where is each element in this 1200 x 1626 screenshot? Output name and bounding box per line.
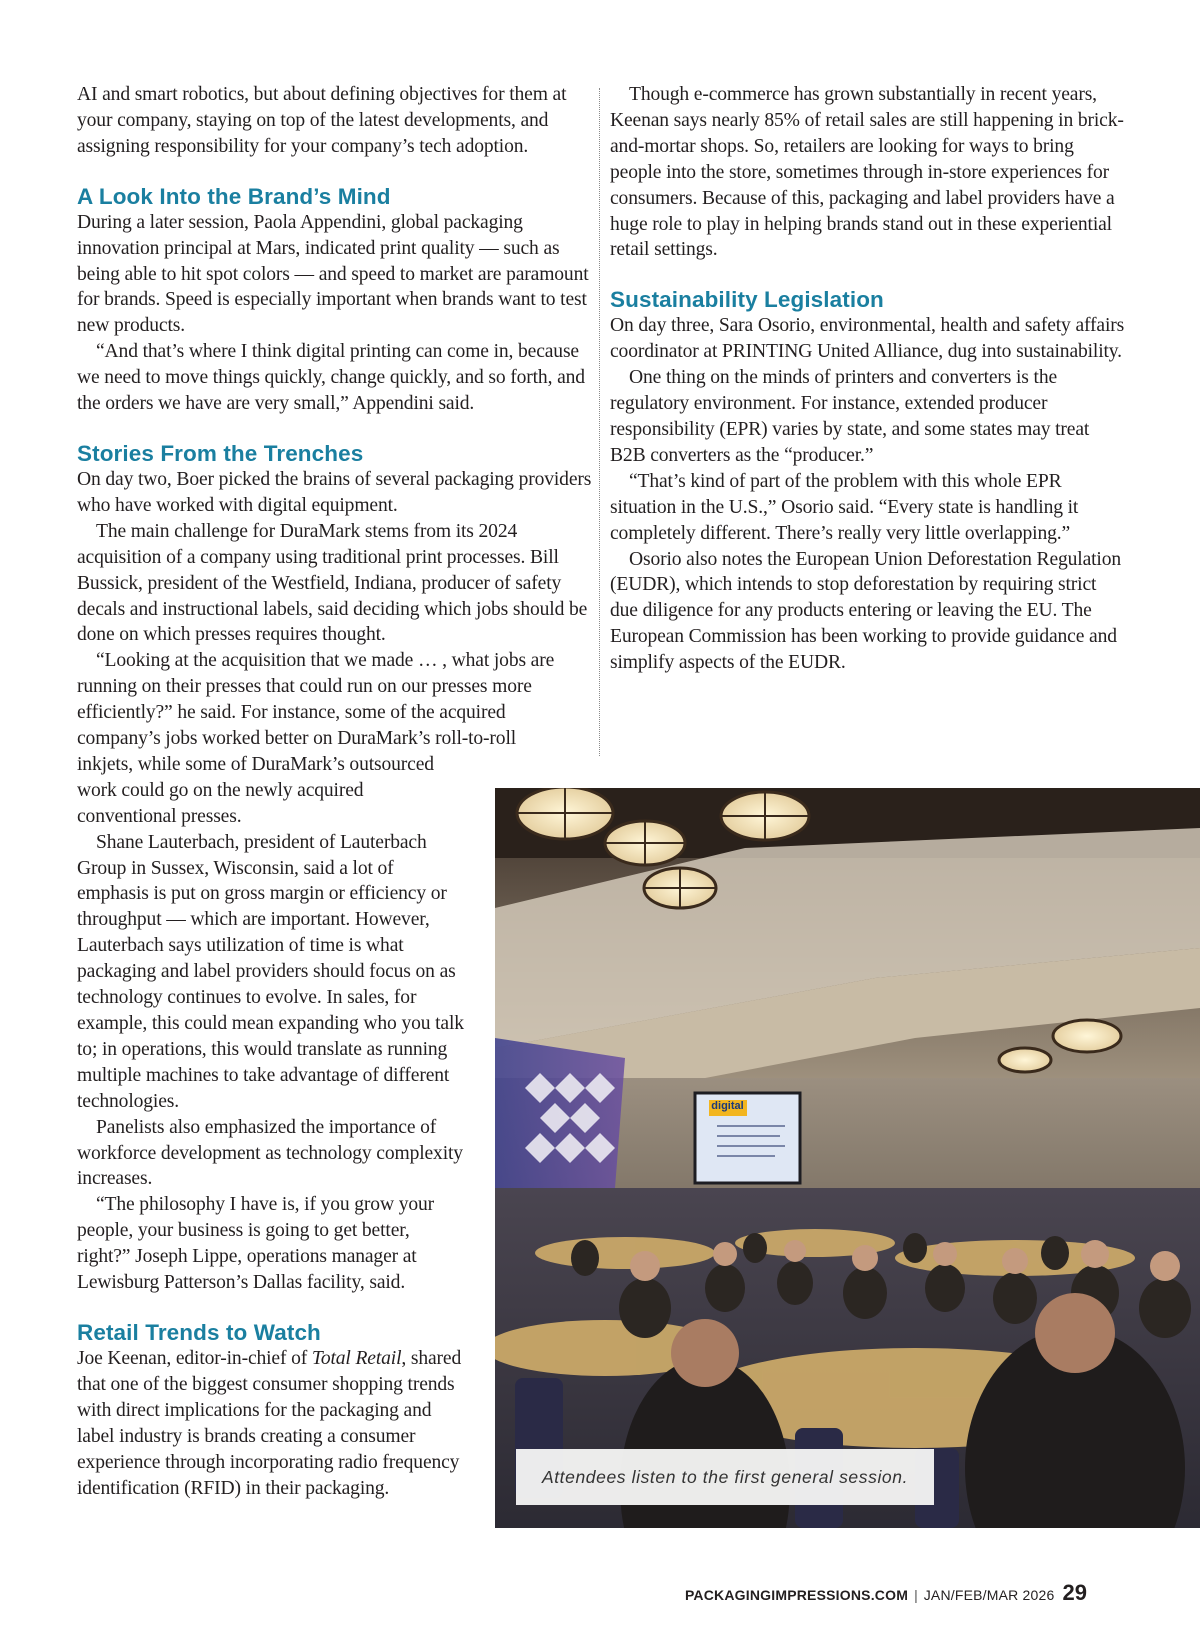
photo-caption: Attendees listen to the first general session. [541,1466,909,1487]
trenches-paragraph-1: On day two, Boer picked the brains of several packaging providers who have worked with digital equipment. [77,468,592,516]
retail-paragraph [77,1346,465,1501]
ecommerce-paragraph: Though e-commerce has grown substantially in recent years, Keenan says nearly 85% of retail sales are still happening in brick-and-mortar shops. So, retailers are looking for ways to bring people into the store, sometimes through in-store experiences for consumers. Because of this, packaging and label providers have a huge role to play in helping brands stand out in these experiential retail settings. [610,84,1124,261]
subhead-retail-trends: Retail Trends to Watch [77,1319,321,1345]
page-number: 29 [1062,1580,1087,1605]
page-footer [685,1580,1087,1610]
footer-separator: | [914,1587,918,1603]
right-column [610,82,1126,676]
column-divider [599,88,600,756]
conference-photo [495,788,1200,1528]
photo-caption-box [516,1449,934,1505]
publication-name: Total Retail [311,1347,402,1369]
sustainability-paragraph-3: “That’s kind of part of the problem with this whole EPR situation in the U.S.,” Osorio said. “Every state is handling it completely different. There’s really very little overlapping.” [610,470,1079,544]
retail-text-a: Joe Keenan, editor-in-chief of [77,1347,312,1369]
trenches-paragraph-6: “The philosophy I have is, if you grow your people, your business is going to get better, right?” Joseph Lippe, operations manager at Lewisburg Patterson’s Dallas facility, said. [77,1194,435,1294]
trenches-paragraph-2: The main challenge for DuraMark stems from its 2024 acquisition of a company using traditional print processes. Bill Bussick, president of the Westfield, Indiana, producer of safety decals and instructional labels, said deciding which jobs should be done on which presses requires thought. [77,520,588,646]
brand-paragraph-2: “And that’s where I think digital printing can come in, because we need to move things quickly, change quickly, and so forth, and the orders we have are very small,” Appendini said. [77,341,585,415]
sustainability-paragraph-4: Osorio also notes the European Union Deforestation Regulation (EUDR), which intends to stop deforestation by requiring strict due diligence for any products entering or leaving the EU. The European Commission has been working to provide guidance and simplify aspects of the EUDR. [610,548,1122,674]
trenches-paragraph-3: “Looking at the acquisition that we made … , what jobs are running on their presses that could run on our presses more efficiently?” he said. For instance, some of the acquired company’s jobs worked better on DuraMark’s roll-to-roll [77,650,555,750]
screen-logo: digital [711,1100,744,1112]
intro-paragraph: AI and smart robotics, but about defining objectives for them at your company, staying on top of the latest developments, and assigning responsibility for your company’s tech adoption. [77,84,567,157]
subhead-brands-mind: A Look Into the Brand’s Mind [77,183,391,209]
trenches-paragraph-5: Panelists also emphasized the importance of workforce development as technology complexity increases. [77,1116,463,1190]
trenches-paragraph-3-continued: inkjets, while some of DuraMark’s outsourced work could go on the newly acquired conventional presses. [77,753,434,827]
footer-issue-date: JAN/FEB/MAR 2026 [923,1587,1055,1603]
sustainability-paragraph-1: On day three, Sara Osorio, environmental, health and safety affairs coordinator at PRINTING United Alliance, dug into sustainability. [610,315,1125,363]
ballroom-illustration [495,788,1200,1528]
sustainability-paragraph-2: One thing on the minds of printers and converters is the regulatory environment. For instance, extended producer responsibility (EPR) varies by state, and some states may treat B2B converters as the “producer.” [610,367,1090,466]
retail-text-b: , shared that one of the biggest consumer shopping trends with direct implications for the packaging and label industry is brands creating a consumer experience through incorporating radio frequency identification (RFID) in their packaging. [77,1347,462,1499]
footer-website: PACKAGINGIMPRESSIONS.COM [684,1587,909,1603]
brand-paragraph-1: During a later session, Paola Appendini, global packaging innovation principal at Mars, indicated print quality — such as being able to hit spot colors — and speed to market are paramount for brands. Speed is especially important when brands want to test new products. [77,211,589,337]
subhead-sustainability: Sustainability Legislation [610,287,884,313]
subhead-stories-trenches: Stories From the Trenches [77,440,364,466]
trenches-paragraph-4: Shane Lauterbach, president of Lauterbach Group in Sussex, Wisconsin, said a lot of emphasis is put on gross margin or efficiency or throughput — which are important. However, Lauterbach says utilization of time is what packaging and label providers should focus on as technology continues to evolve. In sales, for example, this could mean expanding who you talk to; in operations, this would translate as running multiple machines to take advantage of different technologies. [77,831,464,1112]
